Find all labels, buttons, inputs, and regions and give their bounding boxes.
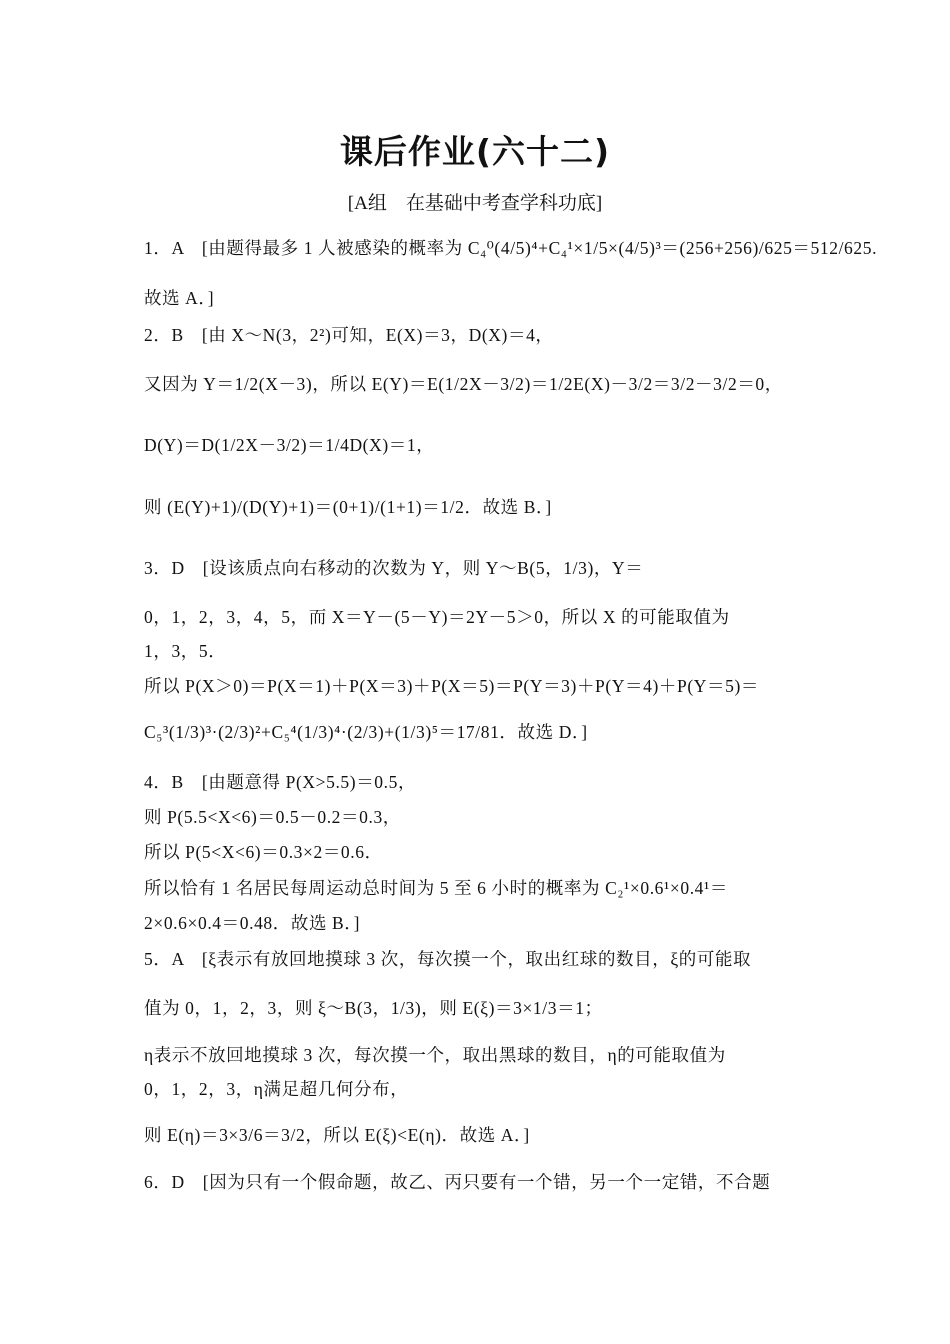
answer-line: 又因为 Y＝1/2(X－3)，所以 E(Y)＝E(1/2X－3/2)＝1/2E(X)－3/2＝3/2－3/2＝0， — [144, 374, 783, 394]
answer-line: 0，1，2，3，η满足超几何分布， — [144, 1079, 409, 1099]
answer-line: 所以 P(X＞0)＝P(X＝1)＋P(X＝3)＋P(X＝5)＝P(Y＝3)＋P(Y＝4)＋P(Y＝5)＝ — [144, 676, 760, 696]
answer-line: 故选 A．] — [144, 288, 215, 308]
answer-line: D(Y)＝D(1/2X－3/2)＝1/4D(X)＝1， — [144, 435, 435, 455]
answer-line: 2．B [由 X～N(3，2²)可知，E(X)＝3，D(X)＝4， — [144, 325, 554, 345]
answer-line: 则 E(η)＝3×3/6＝3/2，所以 E(ξ)<E(η)．故选 A．] — [144, 1125, 530, 1145]
answer-line: 值为 0，1，2，3，则 ξ～B(3，1/3)，则 E(ξ)＝3×1/3＝1； — [144, 998, 603, 1018]
answer-line: η表示不放回地摸球 3 次，每次摸一个，取出黑球的数目，η的可能取值为 — [144, 1045, 726, 1065]
answer-line: 所以 P(5<X<6)＝0.3×2＝0.6． — [144, 842, 383, 862]
answer-line: 1，3，5． — [144, 641, 227, 661]
answer-line: 6．D [因为只有一个假命题，故乙、丙只要有一个错，另一个一定错，不合题 — [144, 1172, 771, 1192]
answer-line: 则 (E(Y)+1)/(D(Y)+1)＝(0+1)/(1+1)＝1/2．故选 B．] — [144, 497, 552, 517]
section-title: [A组 在基础中考查学科功底] — [347, 193, 603, 214]
answer-line: 4．B [由题意得 P(X>5.5)＝0.5， — [144, 772, 417, 792]
answer-line: 0，1，2，3，4，5，而 X＝Y－(5－Y)＝2Y－5＞0，所以 X 的可能取值为 — [144, 607, 730, 627]
answer-line: 2×0.6×0.4＝0.48．故选 B．] — [144, 913, 361, 933]
answer-line: 1．A [由题得最多 1 人被感染的概率为 C₄⁰(4/5)⁴+C₄¹×1/5×(4/5)³＝(256+256)/625＝512/625. — [144, 238, 878, 258]
answer-line: 所以恰有 1 名居民每周运动总时间为 5 至 6 小时的概率为 C₂¹×0.6¹×0.4¹＝ — [144, 878, 728, 898]
answer-line: C₅³(1/3)³·(2/3)²+C₅⁴(1/3)⁴·(2/3)+(1/3)⁵＝17/81．故选 D．] — [144, 722, 588, 742]
page-title: 课后作业(六十二) — [339, 132, 611, 171]
answer-line: 3．D [设该质点向右移动的次数为 Y，则 Y～B(5，1/3)，Y＝ — [144, 558, 644, 578]
answer-line: 则 P(5.5<X<6)＝0.5－0.2＝0.3， — [144, 807, 401, 827]
answer-line: 5．A [ξ表示有放回地摸球 3 次，每次摸一个，取出红球的数目，ξ的可能取 — [144, 949, 752, 969]
